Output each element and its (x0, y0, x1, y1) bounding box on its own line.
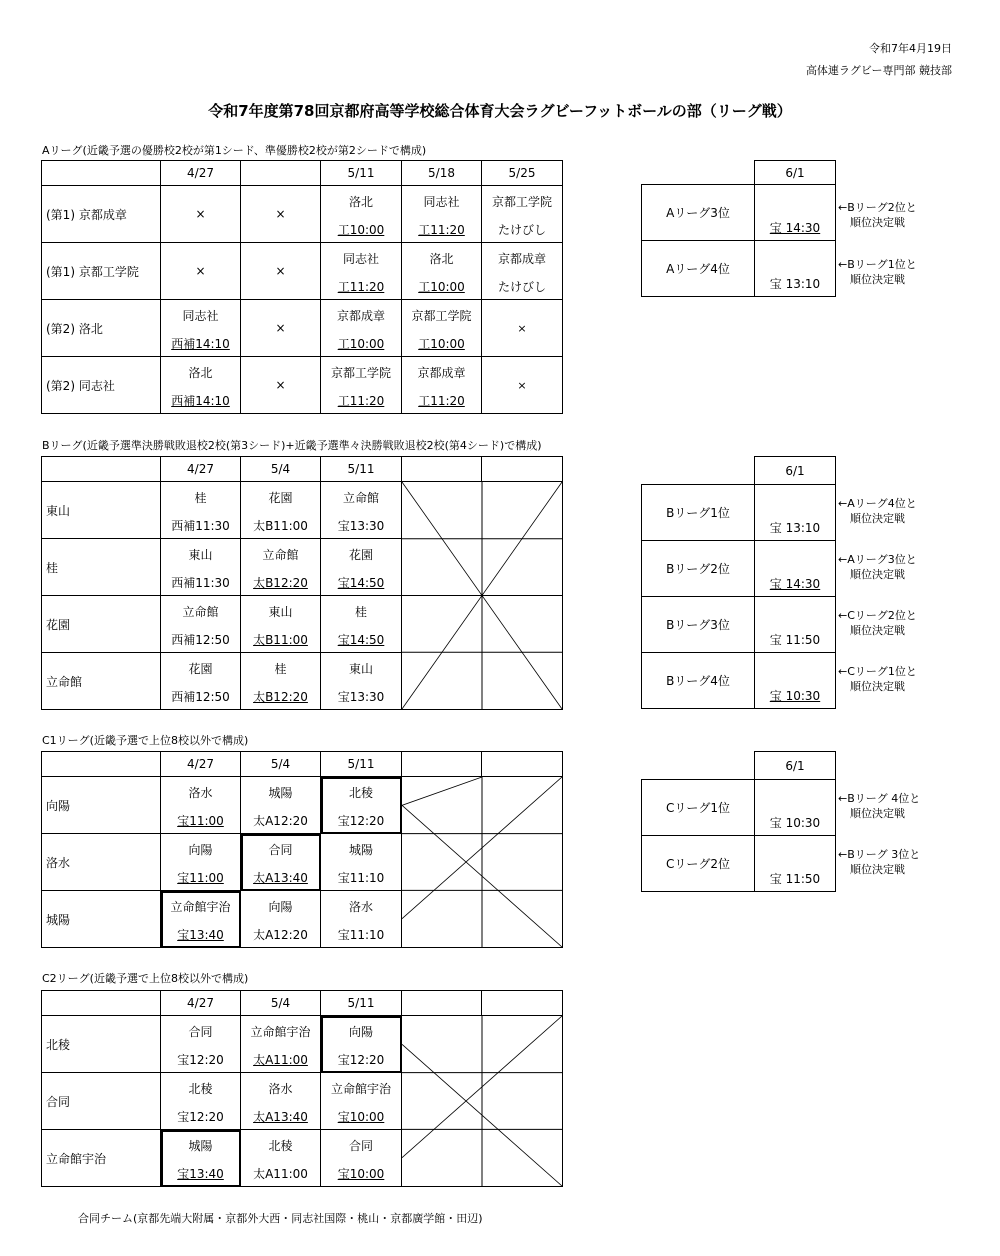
date-header: 4/27 (161, 991, 241, 1016)
match-time: 西補12:50 (171, 690, 230, 704)
cross-lines (402, 777, 562, 947)
match-time: 工11:20 (337, 280, 385, 294)
table-row (42, 1016, 563, 1073)
opponent: 洛北 (348, 195, 373, 209)
match-time: 太A13:40 (253, 1110, 308, 1124)
opponent: 花園 (348, 548, 373, 562)
date-header: 5/4 (241, 752, 321, 777)
match-cell (402, 186, 482, 243)
playoff-label: Bリーグ2位 (642, 541, 755, 597)
match-time: 太A11:00 (253, 1167, 308, 1181)
no-match-mark: × (482, 300, 563, 357)
league-b-title: Bリーグ(近畿予選準決勝戦敗退校2校(第3シード)+近畿予選準々決勝戦敗退校2校(第4シード)で構成) (42, 439, 542, 452)
playoff-label: Bリーグ1位 (642, 485, 755, 541)
date-header: 6/1 (755, 161, 836, 185)
cross-lines (402, 482, 562, 709)
combined-team-footnote: 合同チーム(京都先端大附属・京都外大西・同志社国際・桃山・京都廣学館・田辺) (78, 1212, 483, 1225)
opponent: 京都工学院 (411, 309, 472, 323)
empty-cross-area (402, 482, 563, 710)
league-a-title: Aリーグ(近畿予選の優勝校2校が第1シード、準優勝校2校が第2シードで構成) (42, 144, 427, 157)
date-header: 5/11 (321, 457, 402, 482)
match-cell (161, 357, 241, 414)
playoff-time: 宝 10:30 (769, 816, 821, 830)
team-name: 城陽 (42, 891, 161, 948)
match-cell (161, 1073, 241, 1130)
date-header (482, 457, 563, 482)
match-time: 西補11:30 (171, 519, 230, 533)
match-cell (241, 482, 321, 539)
match-time: 西補12:50 (171, 633, 230, 647)
playoff-note: ←Cリーグ2位と 順位決定戦 (838, 609, 917, 637)
match-time: 宝13:30 (337, 690, 385, 704)
table-row (42, 300, 563, 357)
match-cell (161, 834, 241, 891)
league-b-playoff-table (641, 456, 836, 709)
opponent: 合同 (268, 843, 293, 857)
team-name: 合同 (42, 1073, 161, 1130)
match-time: 宝12:20 (177, 1053, 224, 1067)
date-header: 5/11 (321, 752, 402, 777)
header-cell (42, 457, 161, 482)
opponent: 同志社 (342, 252, 379, 266)
playoff-label: Aリーグ4位 (642, 241, 755, 297)
match-time: 宝12:20 (337, 1053, 385, 1067)
match-time: 太B12:20 (253, 690, 308, 704)
match-time: 宝11:00 (177, 814, 224, 828)
organizer: 高体連ラグビー専門部 競技部 (805, 64, 952, 77)
match-time: 工11:20 (418, 394, 465, 408)
opponent: 洛水 (268, 1082, 293, 1096)
match-time: 太A12:20 (253, 814, 308, 828)
match-cell (241, 596, 321, 653)
match-cell (482, 243, 563, 300)
opponent: 北稜 (268, 1139, 293, 1153)
match-time: 工10:00 (418, 280, 465, 294)
page-title: 令和7年度第78回京都府高等学校総合体育大会ラグビーフットボールの部（リーグ戦） (208, 102, 792, 120)
team-name: 立命館 (42, 653, 161, 710)
opponent: 京都成章 (417, 366, 466, 380)
empty-cross-area (402, 777, 563, 948)
match-time: 工11:20 (337, 394, 385, 408)
no-match-mark: × (241, 243, 321, 300)
team-name: (第2) 洛北 (42, 300, 161, 357)
match-cell (321, 186, 402, 243)
match-cell (321, 1130, 402, 1187)
opponent: 合同 (348, 1139, 373, 1153)
team-name: (第1) 京都成章 (42, 186, 161, 243)
opponent: 立命館宇治 (330, 1082, 391, 1096)
date-header (482, 991, 563, 1016)
match-time: 宝11:10 (337, 871, 385, 885)
team-name: 花園 (42, 596, 161, 653)
opponent: 北稜 (188, 1082, 213, 1096)
team-name: 向陽 (42, 777, 161, 834)
no-match-mark: × (161, 243, 241, 300)
header-cell (42, 991, 161, 1016)
opponent: 花園 (268, 491, 293, 505)
match-cell (161, 596, 241, 653)
playoff-label: Bリーグ3位 (642, 597, 755, 653)
opponent: 北稜 (348, 786, 373, 800)
date-header (402, 457, 482, 482)
league-c-playoff-table (641, 751, 836, 892)
table-row (42, 777, 563, 834)
playoff-note: ←Bリーグ 3位と 順位決定戦 (838, 848, 921, 876)
match-cell (161, 777, 241, 834)
table-row (42, 357, 563, 414)
date-header (402, 752, 482, 777)
date-header: 5/18 (402, 161, 482, 186)
league-c1-title: C1リーグ(近畿予選で上位8校以外で構成) (42, 734, 249, 747)
match-time: 西補11:30 (171, 576, 230, 590)
opponent: 京都工学院 (491, 195, 552, 209)
match-time: 西補14:10 (171, 337, 230, 351)
match-time: 宝12:20 (337, 814, 385, 828)
empty-cross-area (402, 1016, 563, 1187)
team-name: 洛水 (42, 834, 161, 891)
playoff-time: 宝 14:30 (769, 221, 821, 235)
match-time: 工10:00 (418, 337, 465, 351)
opponent: 洛水 (348, 900, 373, 914)
no-match-mark: × (482, 357, 563, 414)
match-time: 宝14:50 (337, 576, 385, 590)
no-match-mark: × (161, 186, 241, 243)
playoff-label: Cリーグ2位 (642, 836, 755, 892)
opponent: 京都成章 (336, 309, 385, 323)
match-cell (321, 1073, 402, 1130)
opponent: 城陽 (268, 786, 293, 800)
playoff-label: Aリーグ3位 (642, 185, 755, 241)
team-name: 立命館宇治 (42, 1130, 161, 1187)
match-cell (402, 357, 482, 414)
table-row (42, 482, 563, 539)
match-cell (321, 834, 402, 891)
date-header: 4/27 (161, 457, 241, 482)
match-time: 工11:20 (418, 223, 465, 237)
opponent: 桂 (194, 491, 207, 505)
playoff-note: ←Bリーグ2位と 順位決定戦 (838, 201, 917, 229)
date-header: 5/4 (241, 991, 321, 1016)
opponent: 京都成章 (497, 252, 546, 266)
match-cell (241, 1130, 321, 1187)
match-cell (321, 357, 402, 414)
match-cell (482, 186, 563, 243)
match-cell (402, 300, 482, 357)
match-cell (402, 243, 482, 300)
match-cell (161, 300, 241, 357)
match-time: たけびし (497, 280, 546, 294)
team-name: 東山 (42, 482, 161, 539)
playoff-time: 宝 13:10 (769, 521, 821, 535)
match-time: 工10:00 (337, 337, 385, 351)
playoff-time: 宝 14:30 (769, 577, 821, 591)
match-time: 宝12:20 (177, 1110, 224, 1124)
match-cell (241, 539, 321, 596)
playoff-time: 宝 10:30 (769, 689, 821, 703)
match-cell (321, 777, 402, 834)
match-time: 西補14:10 (171, 394, 230, 408)
opponent: 洛水 (188, 786, 213, 800)
opponent: 立命館 (342, 491, 379, 505)
document-date: 令和7年4月19日 (869, 42, 952, 55)
league-c2-table (41, 990, 563, 1187)
match-cell (161, 539, 241, 596)
opponent: 東山 (348, 662, 373, 676)
match-cell (321, 300, 402, 357)
table-row (42, 243, 563, 300)
match-time: 宝13:40 (177, 928, 224, 942)
match-time: 宝11:10 (337, 928, 385, 942)
team-name: 桂 (42, 539, 161, 596)
match-cell (161, 1130, 241, 1187)
match-time: 工10:00 (337, 223, 385, 237)
header-cell (42, 161, 161, 186)
opponent: 合同 (188, 1025, 213, 1039)
match-time: 宝10:00 (337, 1167, 385, 1181)
match-cell (321, 243, 402, 300)
opponent: 向陽 (188, 843, 213, 857)
date-header: 5/4 (241, 457, 321, 482)
cross-lines (402, 1016, 562, 1186)
playoff-label: Cリーグ1位 (642, 780, 755, 836)
match-time: 宝11:00 (177, 871, 224, 885)
match-cell (241, 1016, 321, 1073)
opponent: 向陽 (348, 1025, 373, 1039)
playoff-note: ←Bリーグ 4位と 順位決定戦 (838, 792, 921, 820)
opponent: 立命館 (262, 548, 299, 562)
match-cell (161, 482, 241, 539)
league-c2-title: C2リーグ(近畿予選で上位8校以外で構成) (42, 972, 249, 985)
match-time: 太B11:00 (253, 519, 308, 533)
match-cell (161, 891, 241, 948)
playoff-note: ←Bリーグ1位と 順位決定戦 (838, 258, 917, 286)
opponent: 桂 (274, 662, 287, 676)
match-cell (241, 891, 321, 948)
match-cell (321, 1016, 402, 1073)
match-time: 宝13:40 (177, 1167, 224, 1181)
opponent: 城陽 (348, 843, 373, 857)
league-a-table (41, 160, 563, 414)
header-cell (42, 752, 161, 777)
match-cell (161, 1016, 241, 1073)
playoff-label: Bリーグ4位 (642, 653, 755, 709)
match-cell (161, 653, 241, 710)
opponent: 同志社 (182, 309, 219, 323)
date-header (241, 161, 321, 186)
match-cell (321, 596, 402, 653)
opponent: 立命館宇治 (170, 900, 231, 914)
opponent: 東山 (188, 548, 213, 562)
date-header: 4/27 (161, 161, 241, 186)
opponent: 向陽 (268, 900, 293, 914)
playoff-time: 宝 13:10 (769, 277, 821, 291)
opponent: 立命館 (182, 605, 219, 619)
date-header: 6/1 (755, 457, 836, 485)
opponent: 東山 (268, 605, 293, 619)
opponent: 京都工学院 (330, 366, 391, 380)
opponent: 同志社 (423, 195, 460, 209)
match-time: 太B12:20 (253, 576, 308, 590)
no-match-mark: × (241, 300, 321, 357)
date-header (402, 991, 482, 1016)
match-cell (241, 653, 321, 710)
date-header: 5/11 (321, 991, 402, 1016)
opponent: 花園 (188, 662, 213, 676)
match-time: 宝10:00 (337, 1110, 385, 1124)
match-time: 太A12:20 (253, 928, 308, 942)
match-time: 太A13:40 (253, 871, 308, 885)
match-time: たけびし (497, 223, 546, 237)
playoff-time: 宝 11:50 (769, 872, 821, 886)
opponent: 立命館宇治 (250, 1025, 311, 1039)
playoff-note: ←Aリーグ3位と 順位決定戦 (838, 553, 917, 581)
match-time: 宝13:30 (337, 519, 385, 533)
playoff-time: 宝 11:50 (769, 633, 821, 647)
date-header: 5/25 (482, 161, 563, 186)
match-time: 太A11:00 (253, 1053, 308, 1067)
opponent: 洛北 (188, 366, 213, 380)
opponent: 洛北 (429, 252, 454, 266)
playoff-note: ←Aリーグ4位と 順位決定戦 (838, 497, 917, 525)
team-name: 北稜 (42, 1016, 161, 1073)
match-time: 宝14:50 (337, 633, 385, 647)
team-name: (第1) 京都工学院 (42, 243, 161, 300)
opponent: 城陽 (188, 1139, 213, 1153)
league-a-playoff-table (641, 160, 836, 297)
match-cell (321, 891, 402, 948)
match-cell (241, 777, 321, 834)
date-header: 4/27 (161, 752, 241, 777)
match-cell (321, 539, 402, 596)
no-match-mark: × (241, 186, 321, 243)
match-cell (241, 1073, 321, 1130)
match-cell (241, 834, 321, 891)
match-time: 太B11:00 (253, 633, 308, 647)
date-header: 6/1 (755, 752, 836, 780)
no-match-mark: × (241, 357, 321, 414)
match-cell (321, 482, 402, 539)
team-name: (第2) 同志社 (42, 357, 161, 414)
league-c1-table (41, 751, 563, 948)
date-header: 5/11 (321, 161, 402, 186)
table-row (42, 186, 563, 243)
opponent: 桂 (354, 605, 367, 619)
league-b-table (41, 456, 563, 710)
match-cell (321, 653, 402, 710)
date-header (482, 752, 563, 777)
playoff-note: ←Cリーグ1位と 順位決定戦 (838, 665, 917, 693)
